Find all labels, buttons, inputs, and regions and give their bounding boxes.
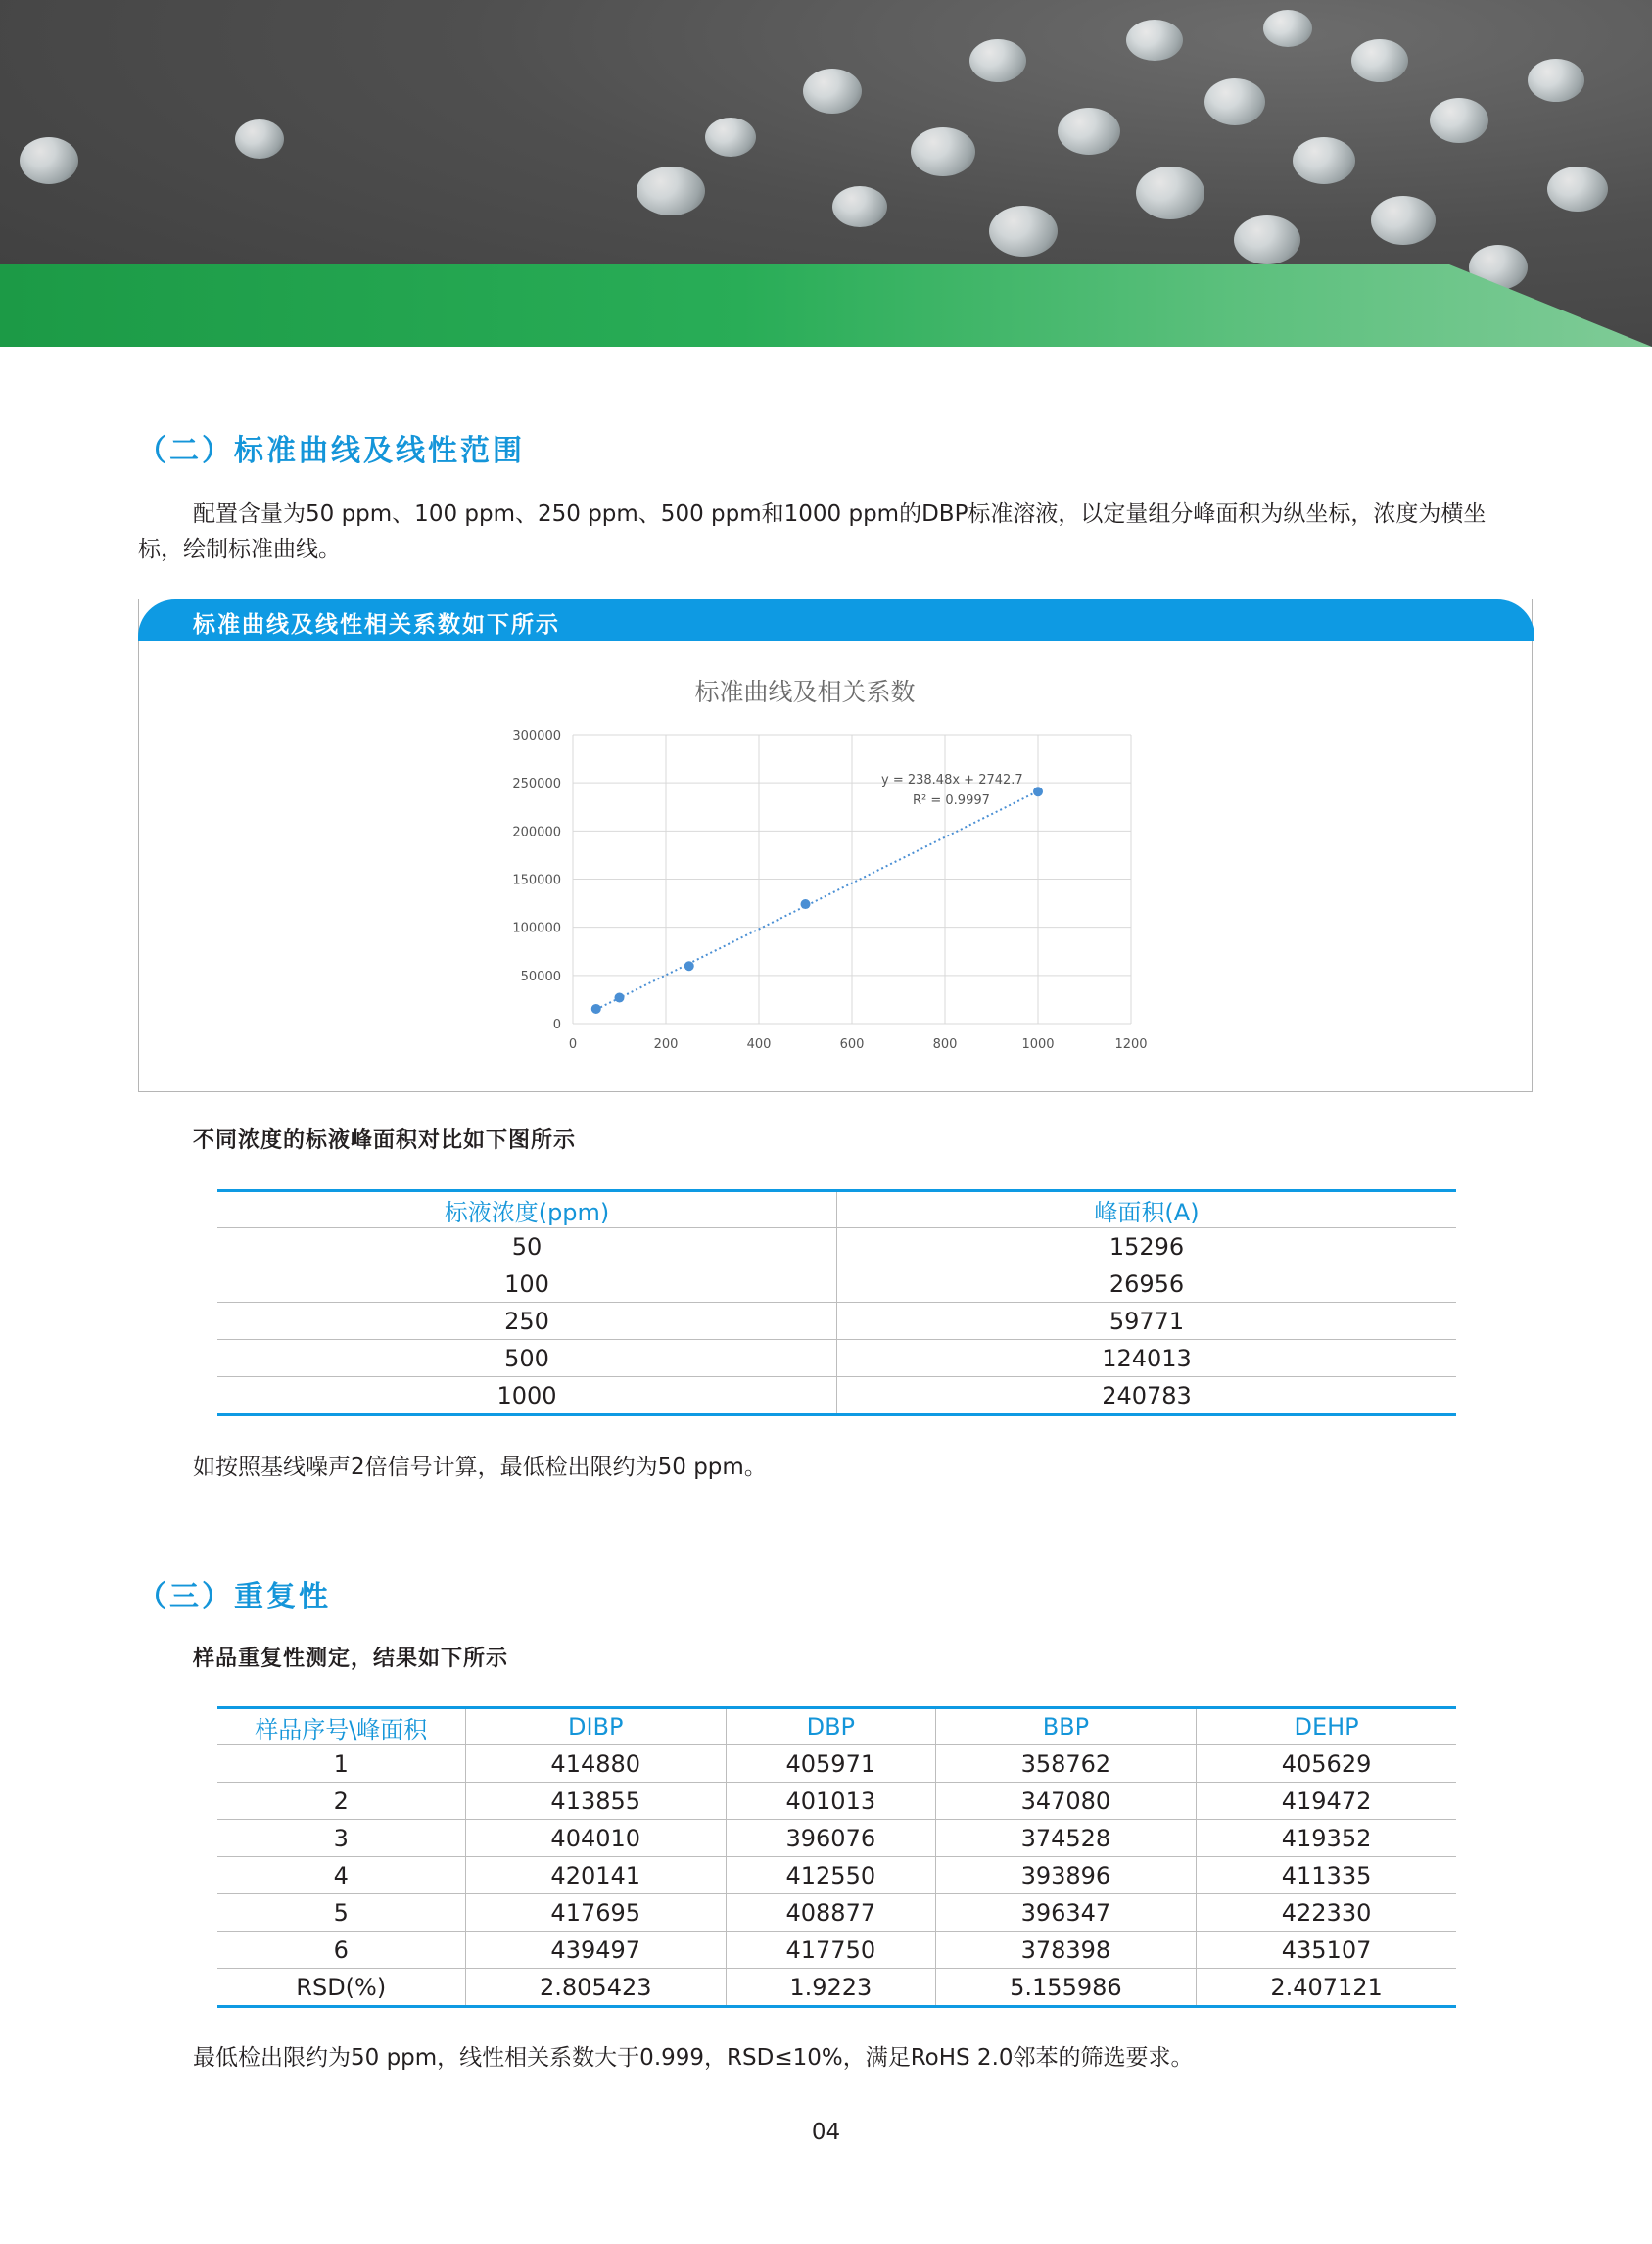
concentration-table-row	[217, 1377, 1456, 1415]
concentration-table-cell: 100	[217, 1265, 837, 1303]
repeatability-table-cell: 419352	[1197, 1820, 1456, 1857]
concentration-table-row	[217, 1303, 1456, 1340]
repeatability-table-cell: RSD(%)	[217, 1969, 465, 2007]
trendline	[596, 791, 1038, 1010]
repeatability-table-cell: 358762	[935, 1745, 1196, 1783]
concentration-table-cell: 500	[217, 1340, 837, 1377]
repeatability-table-row	[217, 1820, 1456, 1857]
chart-title: 标准曲线及相关系数	[694, 678, 916, 706]
repeatability-table-cell: 419472	[1197, 1783, 1456, 1820]
repeatability-table-header-cell: BBP	[935, 1708, 1196, 1745]
x-tick-label: 1000	[1021, 1037, 1055, 1052]
repeatability-table-header-cell: DIBP	[465, 1708, 726, 1745]
conclusion-text: 最低检出限约为50 ppm，线性相关系数大于0.999，RSD≤10%，满足RoHS 2.0邻苯的筛选要求。	[193, 2045, 1194, 2071]
concentration-table	[217, 1189, 1456, 1416]
repeatability-table-header-cell: 样品序号\峰面积	[217, 1708, 465, 1745]
repeatability-table-cell: 396347	[935, 1894, 1196, 1932]
data-point	[591, 1004, 601, 1014]
concentration-table-header-cell: 峰面积(A)	[837, 1191, 1457, 1228]
section-3-title: （三）重复性	[137, 1580, 331, 1614]
repeatability-table-row	[217, 1783, 1456, 1820]
repeatability-table-cell: 3	[217, 1820, 465, 1857]
y-tick-label: 300000	[512, 729, 561, 743]
repeatability-table-cell: 411335	[1197, 1857, 1456, 1894]
concentration-table-row	[217, 1228, 1456, 1265]
data-point	[801, 899, 811, 909]
data-point	[615, 992, 625, 1002]
repeatability-table-cell: 347080	[935, 1783, 1196, 1820]
y-tick-label: 100000	[512, 921, 561, 936]
concentration-table-cell: 1000	[217, 1377, 837, 1415]
repeatability-table-cell: 405629	[1197, 1745, 1456, 1783]
x-tick-label: 0	[568, 1037, 578, 1052]
repeatability-table-cell: 396076	[726, 1820, 935, 1857]
repeatability-table-cell: 417695	[465, 1894, 726, 1932]
concentration-table-cell: 250	[217, 1303, 837, 1340]
repeatability-table-cell: 404010	[465, 1820, 726, 1857]
y-tick-label: 150000	[512, 873, 561, 888]
concentration-table-cell: 26956	[837, 1265, 1457, 1303]
repeatability-table-cell: 2.407121	[1197, 1969, 1456, 2007]
banner-green-band	[0, 264, 1652, 347]
repeatability-table-header-cell: DEHP	[1197, 1708, 1456, 1745]
section-2-title: （二）标准曲线及线性范围	[137, 434, 525, 468]
y-tick-label: 250000	[512, 777, 561, 792]
repeatability-table-cell: 393896	[935, 1857, 1196, 1894]
y-tick-label: 0	[552, 1018, 561, 1032]
repeatability-table-cell: 5	[217, 1894, 465, 1932]
page-number: 04	[811, 2120, 841, 2145]
chart-panel-title: 标准曲线及线性相关系数如下所示	[193, 612, 560, 638]
repeatability-table-cell: 412550	[726, 1857, 935, 1894]
x-tick-label: 400	[746, 1037, 772, 1052]
repeatability-table-cell: 417750	[726, 1932, 935, 1969]
repeatability-table-row	[217, 1857, 1456, 1894]
concentration-table-cell: 59771	[837, 1303, 1457, 1340]
repeatability-table-cell: 414880	[465, 1745, 726, 1783]
y-tick-label: 200000	[512, 825, 561, 840]
trendline-r-squared: R² = 0.9997	[913, 793, 990, 808]
concentration-table-cell: 124013	[837, 1340, 1457, 1377]
repeatability-table-cell: 401013	[726, 1783, 935, 1820]
repeatability-table-cell: 439497	[465, 1932, 726, 1969]
repeatability-table-row	[217, 1932, 1456, 1969]
repeatability-table-cell: 378398	[935, 1932, 1196, 1969]
repeatability-table	[217, 1706, 1456, 2008]
data-point	[684, 961, 694, 971]
repeatability-table-row	[217, 1969, 1456, 2007]
x-tick-label: 1200	[1114, 1037, 1148, 1052]
repeatability-table-cell: 2	[217, 1783, 465, 1820]
repeatability-table-cell: 413855	[465, 1783, 726, 1820]
data-point	[1033, 787, 1043, 796]
detection-limit-note: 如按照基线噪声2倍信号计算，最低检出限约为50 ppm。	[193, 1455, 767, 1480]
x-tick-label: 600	[839, 1037, 865, 1052]
repeatability-table-row	[217, 1894, 1456, 1932]
repeatability-table-cell: 422330	[1197, 1894, 1456, 1932]
repeatability-table-cell: 6	[217, 1932, 465, 1969]
repeatability-table-cell: 420141	[465, 1857, 726, 1894]
repeatability-table-cell: 408877	[726, 1894, 935, 1932]
repeatability-table-header-cell: DBP	[726, 1708, 935, 1745]
repeatability-table-caption: 样品重复性测定，结果如下所示	[193, 1647, 509, 1671]
concentration-table-header-cell: 标液浓度(ppm)	[217, 1191, 837, 1228]
x-tick-label: 800	[932, 1037, 958, 1052]
section-2-intro-line2: 标，绘制标准曲线。	[138, 537, 341, 562]
concentration-table-cell: 240783	[837, 1377, 1457, 1415]
repeatability-table-cell: 1	[217, 1745, 465, 1783]
repeatability-table-row	[217, 1745, 1456, 1783]
trendline-equation: y = 238.48x + 2742.7	[881, 773, 1023, 788]
section-2-intro-line1: 配置含量为50 ppm、100 ppm、250 ppm、500 ppm和1000 ppm的DBP标准溶液，以定量组分峰面积为纵坐标，浓度为横坐	[193, 501, 1487, 527]
repeatability-table-cell: 1.9223	[726, 1969, 935, 2007]
repeatability-table-cell: 5.155986	[935, 1969, 1196, 2007]
concentration-table-cell: 50	[217, 1228, 837, 1265]
y-tick-label: 50000	[520, 969, 561, 984]
repeatability-table-cell: 374528	[935, 1820, 1196, 1857]
header-banner-image	[0, 0, 1652, 347]
repeatability-table-cell: 2.805423	[465, 1969, 726, 2007]
chart-panel-header	[138, 599, 1534, 641]
concentration-table-caption: 不同浓度的标液峰面积对比如下图所示	[193, 1128, 577, 1153]
x-tick-label: 200	[653, 1037, 679, 1052]
concentration-table-row	[217, 1340, 1456, 1377]
repeatability-table-cell: 405971	[726, 1745, 935, 1783]
calibration-chart	[470, 661, 1195, 1073]
repeatability-table-cell: 435107	[1197, 1932, 1456, 1969]
concentration-table-row	[217, 1265, 1456, 1303]
concentration-table-cell: 15296	[837, 1228, 1457, 1265]
repeatability-table-cell: 4	[217, 1857, 465, 1894]
